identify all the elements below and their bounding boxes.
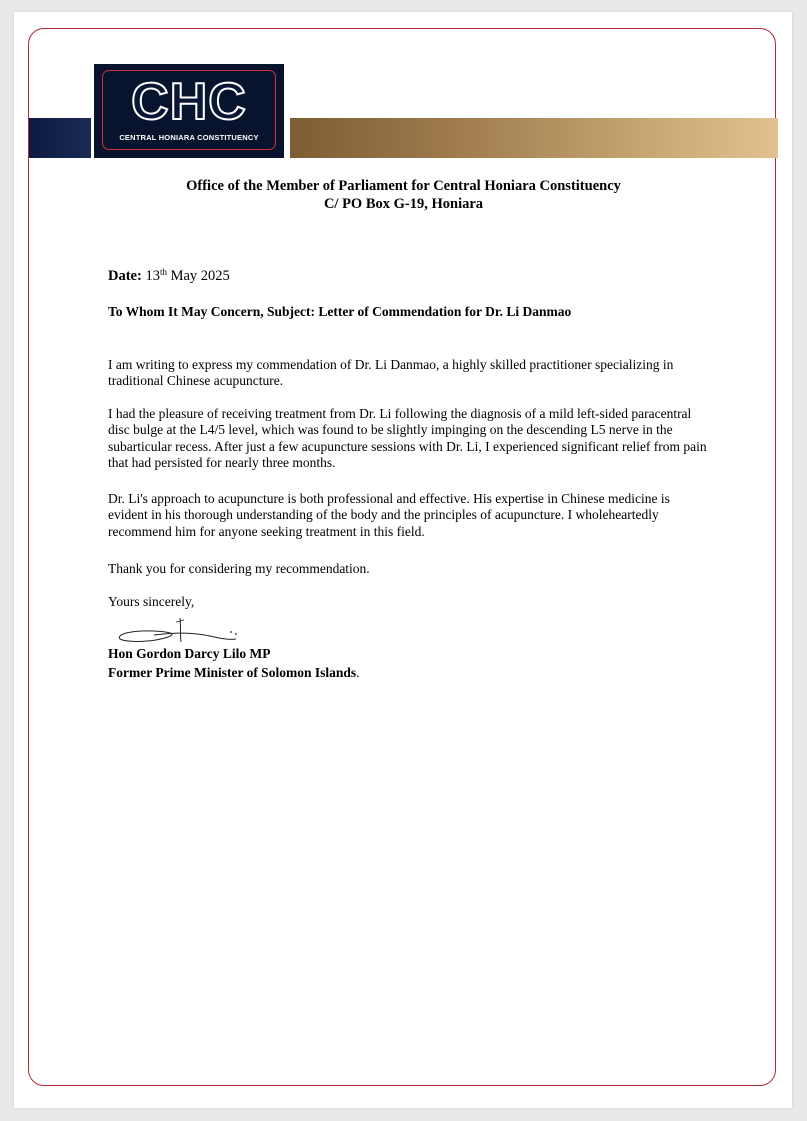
- header-band-gold: [290, 118, 778, 158]
- body-paragraph-3: Dr. Li's approach to acupuncture is both professional and effective. His expertise in Chinese medicine is evident in his thorough understanding of the body and the principles of acupuncture. I wholeheartedly recommend him for anyone seeking treatment in this field.: [108, 491, 670, 539]
- date-rest: May 2025: [170, 268, 230, 284]
- logo-ring: [102, 70, 276, 150]
- handwritten-signature: [114, 612, 246, 650]
- signatory-name: Hon Gordon Darcy Lilo MP: [108, 646, 271, 661]
- closing-thanks: Thank you for considering my recommendation.: [108, 561, 370, 576]
- date-suffix: th: [159, 267, 167, 277]
- body-paragraph-1: I am writing to express my commendation of Dr. Li Danmao, a highly skilled practitioner specializing in traditional Chinese acupuncture.: [108, 357, 674, 389]
- office-heading: Office of the Member of Parliament for Central Honiara Constituency: [186, 178, 621, 194]
- body-paragraph-2: I had the pleasure of receiving treatment from Dr. Li following the diagnosis of a mild left-sided paracentral disc bulge at the L4/5 level, which was found to be slightly impinging on the descending L5 nerve in the subarticular recess. After just a few acupuncture sessions with Dr. Li, I experienced significant relief from pain that had persisted for nearly three months.: [108, 406, 707, 471]
- address-heading: C/ PO Box G-19, Honiara: [323, 196, 484, 212]
- closing-salutation: Yours sincerely,: [108, 594, 195, 609]
- letter-subject: To Whom It May Concern, Subject: Letter of Commendation for Dr. Li Danmao: [108, 304, 572, 319]
- chc-logo: [94, 64, 284, 158]
- signatory-title: Former Prime Minister of Solomon Islands: [108, 665, 357, 680]
- logo-subtitle: CENTRAL HONIARA CONSTITUENCY: [119, 133, 259, 142]
- signatory-title-line: [108, 665, 359, 681]
- date-label: Date:: [108, 268, 142, 284]
- logo-letters: CHC: [131, 73, 247, 131]
- header-band-left: [29, 118, 91, 158]
- date-day: 13: [145, 268, 160, 284]
- signatory-title-period: .: [356, 665, 360, 680]
- letter-date: [108, 268, 230, 285]
